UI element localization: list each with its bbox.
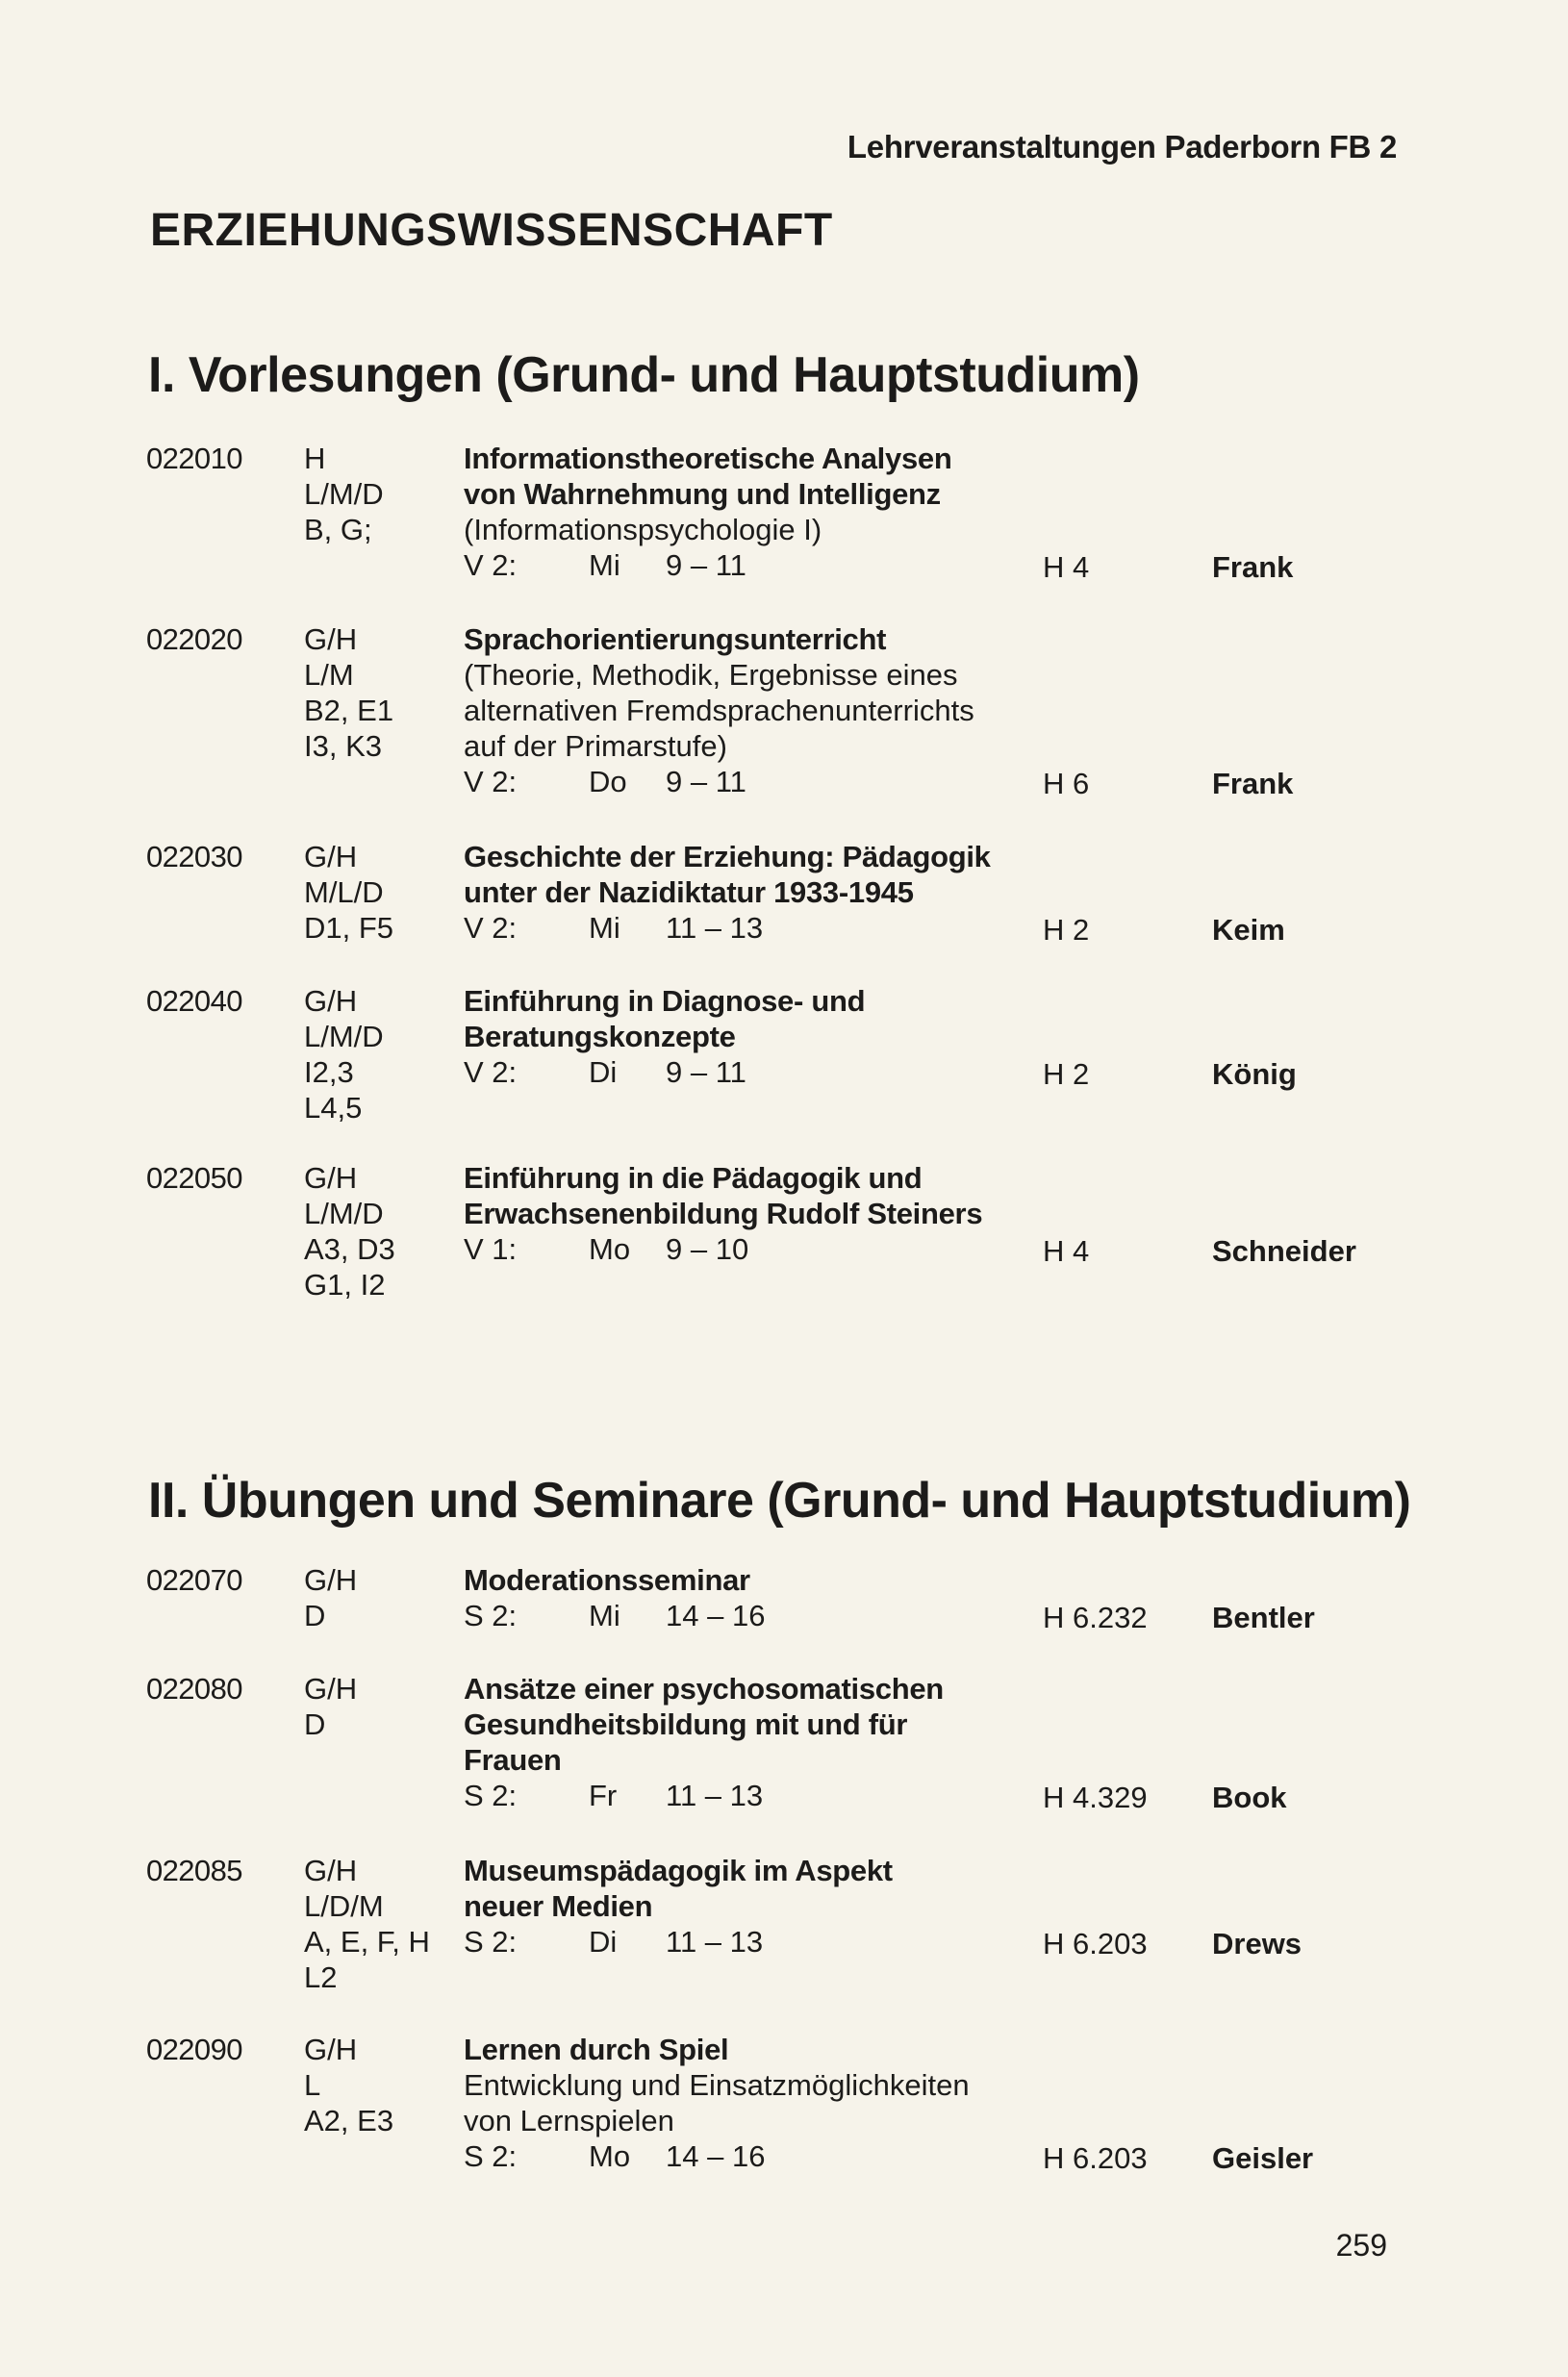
course-schedule <box>464 764 1060 799</box>
course-number: 022010 <box>146 442 242 475</box>
course-lecturer: Frank <box>1212 767 1294 800</box>
course-room: H 2 <box>1043 1057 1090 1091</box>
course-lecturer: Frank <box>1212 550 1294 584</box>
course-room: H 4 <box>1043 550 1090 584</box>
course-code: A, E, F, H <box>304 1925 430 1959</box>
course-code: G/H <box>304 840 358 873</box>
course-title <box>464 983 1060 1090</box>
course-codes <box>304 983 384 1125</box>
course-type-hours: V 2: <box>464 765 518 798</box>
course-code: G/H <box>304 1563 358 1597</box>
course-time: 11 – 13 <box>666 1779 764 1812</box>
course-code: H <box>304 442 326 475</box>
course-day: Di <box>589 1055 618 1089</box>
course-subtitle-line: (Theorie, Methodik, Ergebnisse eines <box>464 658 958 692</box>
course-day: Mo <box>589 1232 631 1266</box>
course-title-line: Einführung in Diagnose- und <box>464 984 866 1018</box>
section-heading-seminars: II. Übungen und Seminare (Grund- und Hauptstudium) <box>148 1473 1411 1529</box>
course-type-hours: V 1: <box>464 1232 518 1266</box>
course-time: 9 – 11 <box>666 765 746 798</box>
course-title <box>464 1562 1060 1633</box>
course-code: L4,5 <box>304 1091 363 1125</box>
course-number: 022070 <box>146 1563 242 1597</box>
course-codes <box>304 1853 430 1995</box>
course-title-line: Museumspädagogik im Aspekt <box>464 1854 893 1887</box>
course-day: Do <box>589 765 627 798</box>
course-day: Fr <box>589 1779 618 1812</box>
course-title <box>464 621 1060 799</box>
course-type-hours: V 2: <box>464 911 518 945</box>
course-code: B2, E1 <box>304 694 394 727</box>
course-code: A3, D3 <box>304 1232 395 1266</box>
section-heading-lectures: I. Vorlesungen (Grund- und Hauptstudium) <box>148 347 1140 403</box>
course-lecturer: Book <box>1212 1781 1287 1814</box>
course-type-hours: V 2: <box>464 1055 518 1089</box>
course-number: 022090 <box>146 2033 242 2066</box>
course-title <box>464 2032 1060 2174</box>
course-title-line: Gesundheitsbildung mit und für <box>464 1707 908 1741</box>
course-code: I2,3 <box>304 1055 354 1089</box>
course-code: L/M/D <box>304 1020 384 1053</box>
course-day: Mi <box>589 911 620 945</box>
course-code: M/L/D <box>304 875 384 909</box>
course-codes <box>304 2032 393 2138</box>
course-codes <box>304 1671 357 1742</box>
course-schedule <box>464 547 1060 583</box>
course-title <box>464 441 1060 583</box>
course-code: L/M <box>304 658 354 692</box>
course-day: Di <box>589 1925 618 1959</box>
course-time: 9 – 11 <box>666 548 746 582</box>
course-codes <box>304 1160 395 1302</box>
course-subtitle-line: Entwicklung und Einsatzmöglichkeiten <box>464 2068 970 2102</box>
course-number: 022020 <box>146 622 242 656</box>
course-code: B, G; <box>304 513 372 546</box>
course-room: H 6 <box>1043 767 1090 800</box>
course-title-line: unter der Nazidiktatur 1933-1945 <box>464 875 914 909</box>
course-room: H 4 <box>1043 1234 1090 1268</box>
page-number: 259 <box>1335 2228 1387 2263</box>
course-code: A2, E3 <box>304 2104 394 2137</box>
course-room: H 6.203 <box>1043 1927 1148 1960</box>
course-type-hours: S 2: <box>464 1779 518 1812</box>
course-day: Mo <box>589 2139 631 2173</box>
course-title-line: neuer Medien <box>464 1889 653 1923</box>
course-lecturer: Keim <box>1212 913 1285 947</box>
course-number: 022080 <box>146 1672 242 1706</box>
course-title <box>464 839 1060 946</box>
course-code: L <box>304 2068 321 2102</box>
course-title-line: Informationstheoretische Analysen <box>464 442 952 475</box>
course-title-line: Sprachorientierungsunterricht <box>464 622 887 656</box>
course-title-line: Geschichte der Erziehung: Pädagogik <box>464 840 991 873</box>
course-code: D1, F5 <box>304 911 394 945</box>
course-number: 022030 <box>146 840 242 873</box>
course-time: 14 – 16 <box>666 2139 766 2173</box>
course-schedule <box>464 1778 1060 1813</box>
course-time: 11 – 13 <box>666 911 764 945</box>
course-subtitle-line: von Lernspielen <box>464 2104 674 2137</box>
department-title: ERZIEHUNGSWISSENSCHAFT <box>150 205 833 256</box>
course-code: D <box>304 1599 326 1632</box>
course-title <box>464 1853 1060 1960</box>
course-title <box>464 1671 1060 1813</box>
course-schedule <box>464 1598 1060 1633</box>
course-code: L2 <box>304 1960 338 1994</box>
course-lecturer: Bentler <box>1212 1601 1315 1634</box>
course-day: Mi <box>589 548 620 582</box>
course-codes <box>304 1562 357 1633</box>
course-code: L/M/D <box>304 477 384 511</box>
course-code: G/H <box>304 984 358 1018</box>
course-title-line: Beratungskonzepte <box>464 1020 736 1053</box>
course-title-line: Erwachsenenbildung Rudolf Steiners <box>464 1197 983 1230</box>
course-room: H 6.203 <box>1043 2141 1148 2175</box>
course-code: G1, I2 <box>304 1268 386 1302</box>
course-lecturer: Geisler <box>1212 2141 1314 2175</box>
running-head: Lehrveranstaltungen Paderborn FB 2 <box>847 129 1397 164</box>
course-type-hours: S 2: <box>464 1925 518 1959</box>
course-codes <box>304 839 393 946</box>
course-room: H 6.232 <box>1043 1601 1148 1634</box>
course-title-line: Einführung in die Pädagogik und <box>464 1161 923 1195</box>
course-code: L/M/D <box>304 1197 384 1230</box>
course-schedule <box>464 910 1060 946</box>
course-code: G/H <box>304 2033 358 2066</box>
course-room: H 4.329 <box>1043 1781 1148 1814</box>
course-code: D <box>304 1707 326 1741</box>
course-code: G/H <box>304 1854 358 1887</box>
course-lecturer: Drews <box>1212 1927 1302 1960</box>
course-codes <box>304 441 384 547</box>
course-lecturer: Schneider <box>1212 1234 1356 1268</box>
course-type-hours: S 2: <box>464 2139 518 2173</box>
course-type-hours: S 2: <box>464 1599 518 1632</box>
course-schedule <box>464 1231 1060 1267</box>
course-codes <box>304 621 393 764</box>
course-schedule <box>464 1924 1060 1960</box>
course-lecturer: König <box>1212 1057 1297 1091</box>
course-time: 9 – 11 <box>666 1055 746 1089</box>
course-schedule <box>464 2138 1060 2174</box>
course-title-line: Ansätze einer psychosomatischen <box>464 1672 944 1706</box>
course-time: 9 – 10 <box>666 1232 749 1266</box>
course-number: 022085 <box>146 1854 242 1887</box>
course-type-hours: V 2: <box>464 548 518 582</box>
course-schedule <box>464 1054 1060 1090</box>
course-code: G/H <box>304 1672 358 1706</box>
course-room: H 2 <box>1043 913 1090 947</box>
course-title-line: Frauen <box>464 1743 562 1777</box>
course-code: I3, K3 <box>304 729 382 763</box>
course-title-line: Lernen durch Spiel <box>464 2033 729 2066</box>
course-time: 11 – 13 <box>666 1925 764 1959</box>
course-subtitle-line: alternativen Fremdsprachenunterrichts <box>464 694 974 727</box>
course-time: 14 – 16 <box>666 1599 766 1632</box>
course-subtitle-line: auf der Primarstufe) <box>464 729 727 763</box>
course-number: 022050 <box>146 1161 242 1195</box>
course-title-line: Moderationsseminar <box>464 1563 750 1597</box>
course-code: G/H <box>304 1161 358 1195</box>
course-code: L/D/M <box>304 1889 384 1923</box>
course-code: G/H <box>304 622 358 656</box>
course-title <box>464 1160 1060 1267</box>
course-day: Mi <box>589 1599 620 1632</box>
course-number: 022040 <box>146 984 242 1018</box>
course-title-line: von Wahrnehmung und Intelligenz <box>464 477 941 511</box>
course-subtitle-line: (Informationspsychologie I) <box>464 513 822 546</box>
